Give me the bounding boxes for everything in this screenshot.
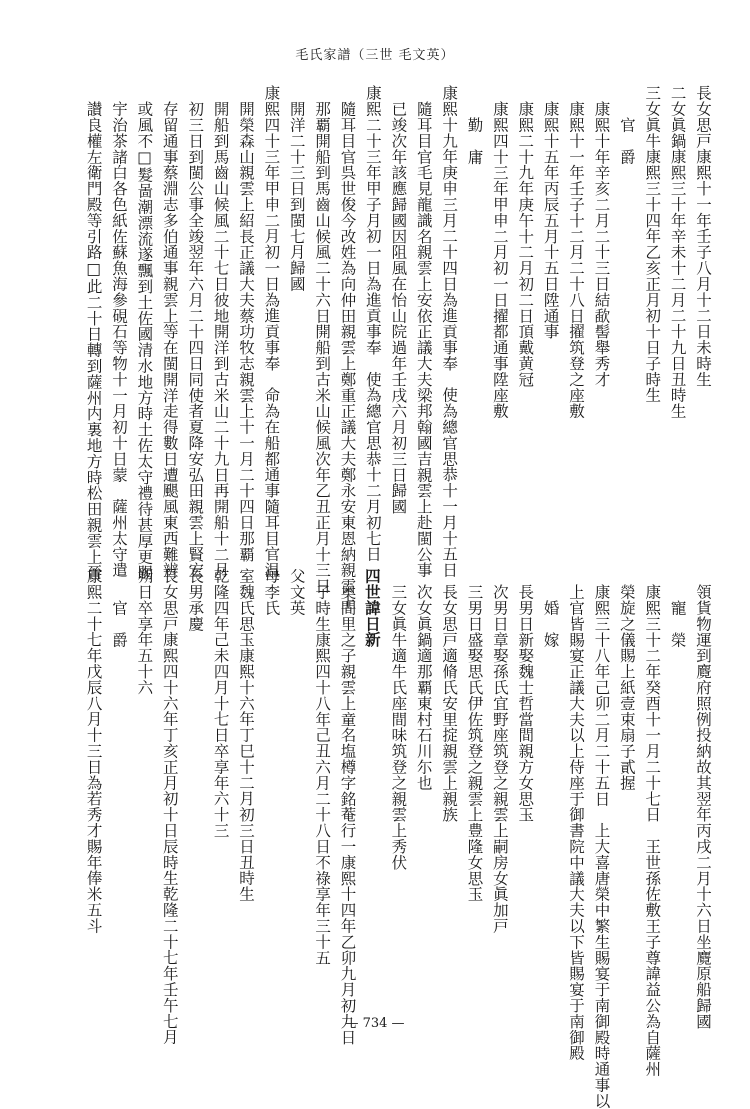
text-column: 三男日盛娶思氏伊佐筑登之親雲上豊隆女思玉 <box>465 584 484 902</box>
page-number: — 734 — <box>345 1016 405 1031</box>
text-column: 存留通事蔡淵志多伯通事親雲上等在閩開洋走得數日遭颶風東西難辨 <box>160 101 179 578</box>
text-column: 康熙十九年庚申三月二十四日為進貢事奉 使為總官思恭十一月十五日 <box>440 85 459 578</box>
text-column: 那覇開船到馬齒山候風二十六日開船到古米山候風次年乙丑正月十三日 <box>313 101 332 594</box>
text-column: 康熙二十三年甲子月初一日為進貢事奉 使為總官思恭十二月初七日 <box>363 85 382 562</box>
text-column: 康熙四十三年甲申二月初一日為進貢事奉 命為在船都通事隨耳目官温 <box>262 85 281 578</box>
text-column: 或風不□髮啚潮漂流遂飄到土佐國清水地方時土佐太守禮待甚厚更賜 <box>135 101 154 581</box>
text-column: 婚 嫁 <box>541 600 560 648</box>
text-column: 開榮森山親雲上紹長正議大夫蔡功牧志親雲上十一月二十四日那覇 <box>236 101 255 563</box>
text-column: 長男承慶 <box>186 568 205 632</box>
text-column: 上官皆賜宴正議大夫以上侍座于御書院中議大夫以下皆賜宴于南御殿 <box>567 584 586 1061</box>
text-column: 開洋二十三日到閩七月歸國 <box>287 101 306 292</box>
section-heading: 四世諱日新 <box>362 568 382 648</box>
text-column: 初三日到閩公事全竣翌年六月二十四日同使者夏降安弘田親雲上賢宏 <box>186 101 205 578</box>
text-column: 二女眞鍋康熙三十年辛未十二月二十九日丑時生 <box>668 85 687 419</box>
text-column: 康熙二十七年戊辰八月十三日為若秀才賜年俸米五斗 <box>84 568 103 934</box>
text-column: 長女思戸適脩氏安里掟親雲上親族 <box>440 584 459 823</box>
text-column: 官 爵 <box>110 600 129 648</box>
text-column: 宇治茶諸白各色紙佐蘇魚海參硯石等物十一月初十日蒙 薩州太守遣 <box>110 101 129 578</box>
text-column: 子時生康熙四十八年己丑六月二十八日不祿享年三十五 <box>313 584 332 966</box>
text-column: 隨耳目官毛見龍識名親雲上安依正議大夫梁邦翰國吉親雲上赴閩公事 <box>414 101 433 578</box>
text-column: 康熙四十三年甲申二月初一日擢都通事陞座敷 <box>490 101 509 419</box>
text-column: 隨耳目官呉世俊今改姓為向仲田親雲上鄭重正議大夫鄭永安東恩納親雲上 <box>338 101 357 610</box>
text-column: 康熙三十八年己卯二月二十五日 上大喜唐榮中繁生賜宴于南御殿時通事以 <box>592 584 611 1109</box>
text-column: 三女眞牛適牛氏座間味筑登之親雲上秀伏 <box>389 584 408 871</box>
page-header: 毛氏家譜（三世 毛文英） <box>295 48 455 63</box>
text-column: 奥間里之子親雲上童名塩樽字銘菴行一康熙十四年乙卯九月初九日 <box>338 584 357 1046</box>
text-column: 寵 榮 <box>668 600 687 648</box>
text-column: 康熙十五年丙辰五月十五日陞通事 <box>541 101 560 340</box>
text-column: 次女眞鍋適那覇東村石川尓也 <box>414 584 433 791</box>
text-column: 康熙三十二年癸酉十一月二十七日 王世孫佐敷王子尊諱益公為自薩州 <box>643 584 662 1077</box>
text-column: 長男日新娶魏士哲當間親方女思玉 <box>516 584 535 823</box>
text-column: 官 爵 <box>617 117 636 165</box>
text-column: 康熙十一年壬子十二月二十八日擢筑登之座敷 <box>567 101 586 419</box>
text-column: 朔日卒享年五十六 <box>135 568 154 696</box>
text-column: 長女思戸康熙十一年壬子八月十二日未時生 <box>694 85 712 388</box>
text-column: 室魏氏思玉康熙十六年丁巳十二月初三日丑時生 <box>236 568 255 902</box>
text-column: 讃良權左衛門殿等引路□此二十日轉到薩州内裏地方時松田親雲上晉 <box>84 101 103 581</box>
text-column: 開船到馬齒山候風二十七日彼地開洋到古米山二十九日再開船十二月 <box>211 101 230 578</box>
text-column: 父文英 <box>287 568 306 616</box>
text-column: 康熙十年辛亥二月二十三日結歃髻舉秀才 <box>592 101 611 388</box>
text-column: 榮旋之儀賜上紙壹束扇子貳握 <box>617 584 636 791</box>
text-column: 勤 庸 <box>465 117 484 165</box>
text-column: 三女眞牛康熙三十四年乙亥正月初十日子時生 <box>643 85 662 403</box>
text-column: 康熙二十九年庚午十二月初二日頂戴黄冠 <box>516 101 535 388</box>
text-column: 已竣次年該應歸國因阻風在怡山院過年壬戌六月初三日歸國 <box>389 101 408 515</box>
text-column: 母李氏 <box>262 568 281 616</box>
text-column: 乾隆四年己未四月十七日卒享年六十三 <box>211 568 230 839</box>
text-column: 長女思戸康熙四十六年丁亥正月初十日辰時生乾隆二十七年壬午七月 <box>160 568 179 1045</box>
text-column: 次男日章娶孫氏宜野座筑登之親雲上嗣房女眞加戸 <box>490 584 509 934</box>
text-column: 領貨物運到麑府照例投納故其翌年丙戌二月十六日坐麑原船歸國 <box>694 584 712 1030</box>
